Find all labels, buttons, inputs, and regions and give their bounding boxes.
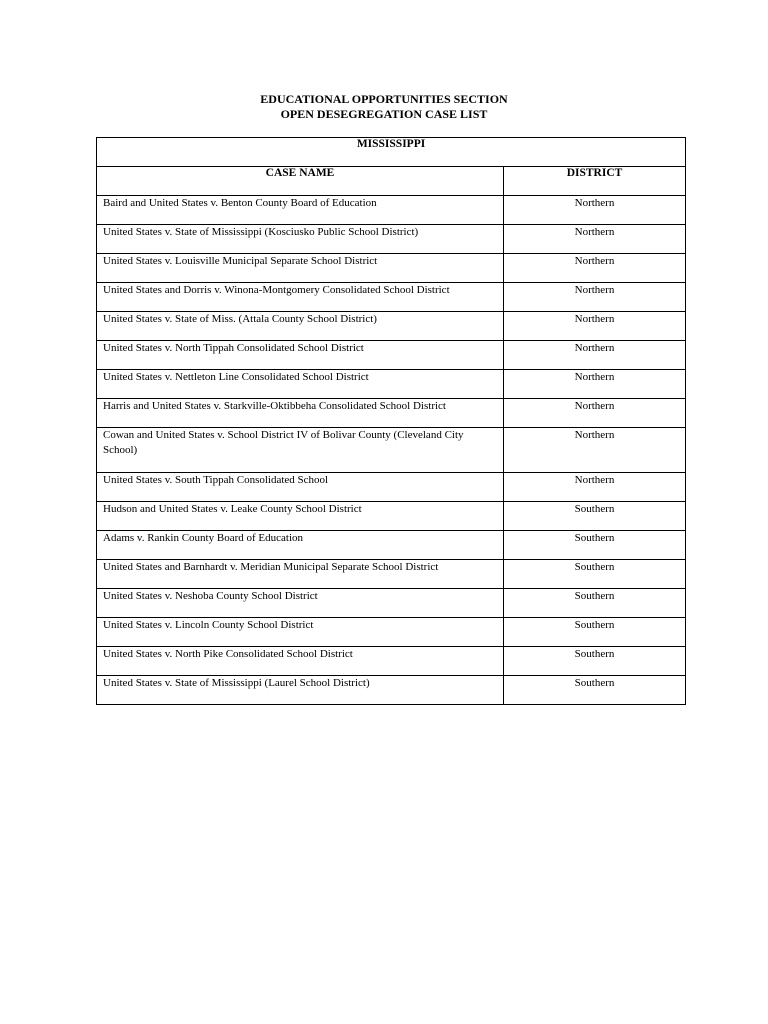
district-cell: Southern [504, 618, 686, 647]
table-row [97, 531, 686, 560]
district-cell: Northern [504, 312, 686, 341]
district-cell: Northern [504, 341, 686, 370]
table-row [97, 589, 686, 618]
district-cell: Northern [504, 283, 686, 312]
case-name-cell: United States v. Lincoln County School District [97, 618, 504, 647]
case-name-cell: United States v. State of Mississippi (Kosciusko Public School District) [97, 225, 504, 254]
district-cell: Southern [504, 676, 686, 705]
district-cell: Northern [504, 399, 686, 428]
case-name-cell: United States v. Louisville Municipal Separate School District [97, 254, 504, 283]
district-cell: Northern [504, 473, 686, 502]
district-header: DISTRICT [504, 167, 686, 196]
table-row [97, 618, 686, 647]
table-row [97, 428, 686, 473]
district-cell: Southern [504, 560, 686, 589]
table-row [97, 254, 686, 283]
district-cell: Northern [504, 428, 686, 473]
state-row [97, 138, 686, 167]
district-cell: Northern [504, 254, 686, 283]
section-title: EDUCATIONAL OPPORTUNITIES SECTION [260, 92, 508, 106]
document-header [0, 92, 768, 122]
case-name-header: CASE NAME [97, 167, 504, 196]
case-name-cell: United States and Barnhardt v. Meridian Municipal Separate School District [97, 560, 504, 589]
case-name-cell: United States and Dorris v. Winona-Montgomery Consolidated School District [97, 283, 504, 312]
table-row [97, 502, 686, 531]
case-name-cell: Cowan and United States v. School District IV of Bolivar County (Cleveland City School) [97, 428, 504, 473]
case-name-cell: United States v. State of Miss. (Attala County School District) [97, 312, 504, 341]
table-row [97, 473, 686, 502]
case-name-cell: Hudson and United States v. Leake County School District [97, 502, 504, 531]
district-cell: Southern [504, 531, 686, 560]
district-cell: Southern [504, 502, 686, 531]
district-cell: Southern [504, 647, 686, 676]
state-name: MISSISSIPPI [97, 138, 686, 167]
case-name-cell: Baird and United States v. Benton County Board of Education [97, 196, 504, 225]
case-name-cell: United States v. State of Mississippi (Laurel School District) [97, 676, 504, 705]
district-cell: Southern [504, 589, 686, 618]
case-name-cell: United States v. South Tippah Consolidated School [97, 473, 504, 502]
table-row [97, 196, 686, 225]
table-row [97, 370, 686, 399]
case-name-cell: United States v. Nettleton Line Consolidated School District [97, 370, 504, 399]
table-row [97, 341, 686, 370]
table-row [97, 560, 686, 589]
table-row [97, 399, 686, 428]
district-cell: Northern [504, 196, 686, 225]
case-name-cell: Adams v. Rankin County Board of Education [97, 531, 504, 560]
district-cell: Northern [504, 225, 686, 254]
table-row [97, 312, 686, 341]
district-cell: Northern [504, 370, 686, 399]
case-name-cell: Harris and United States v. Starkville-Oktibbeha Consolidated School District [97, 399, 504, 428]
table-row [97, 225, 686, 254]
case-name-cell: United States v. North Pike Consolidated School District [97, 647, 504, 676]
list-title: OPEN DESEGREGATION CASE LIST [280, 107, 488, 121]
table-row [97, 676, 686, 705]
column-header-row [97, 167, 686, 196]
case-name-cell: United States v. North Tippah Consolidated School District [97, 341, 504, 370]
case-name-cell: United States v. Neshoba County School District [97, 589, 504, 618]
table-row [97, 647, 686, 676]
table-row [97, 283, 686, 312]
case-list-table [96, 137, 686, 705]
